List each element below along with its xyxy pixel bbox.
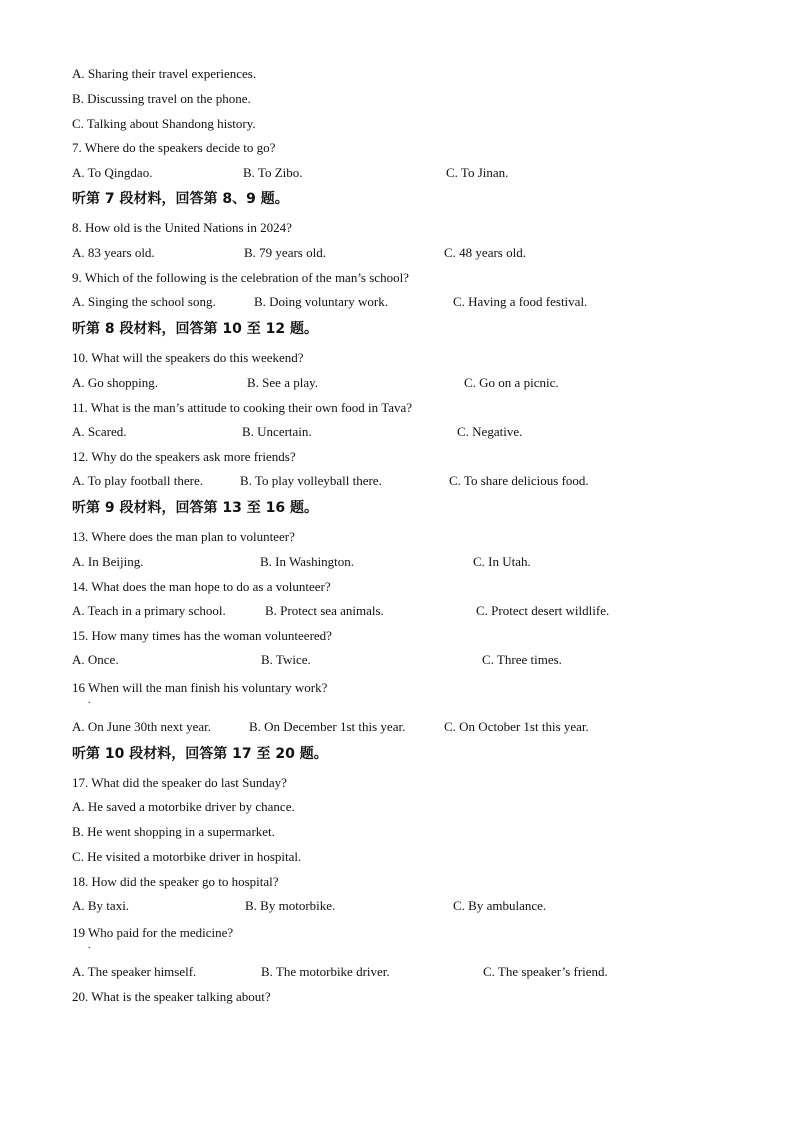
section-heading: 听第 10 段材料，回答第 17 至 20 题。 <box>72 746 328 762</box>
option-c: C. Having a food festival. <box>453 294 588 309</box>
option-a: A. Teach in a primary school. <box>72 603 226 618</box>
option-a: A. In Beijing. <box>72 554 144 569</box>
option-b: B. Twice. <box>261 652 311 667</box>
option-c: C. In Utah. <box>473 554 531 569</box>
option-c: C. Protect desert wildlife. <box>476 603 610 618</box>
option-a: A. By taxi. <box>72 898 130 913</box>
section-heading: 听第 9 段材料，回答第 13 至 16 题。 <box>72 500 318 516</box>
option-text: A. Sharing their travel experiences. <box>72 66 257 81</box>
question-20: 20. What is the speaker talking about? <box>72 989 271 1004</box>
question-11: 11. What is the man’s attitude to cooking their own food in Tava? <box>72 400 413 415</box>
option-b: B. To Zibo. <box>243 165 303 180</box>
question-12: 12. Why do the speakers ask more friends? <box>72 449 296 464</box>
question-16: 16 When will the man finish his voluntary work? <box>72 680 328 695</box>
question-19: 19 Who paid for the medicine? <box>72 925 234 940</box>
question-9: 9. Which of the following is the celebration of the man’s school? <box>72 270 409 285</box>
option-b: B. He went shopping in a supermarket. <box>72 824 275 839</box>
question-8: 8. How old is the United Nations in 2024? <box>72 220 292 235</box>
option-b: B. See a play. <box>247 375 318 390</box>
section-heading: 听第 8 段材料，回答第 10 至 12 题。 <box>72 321 318 337</box>
option-b: B. To play volleyball there. <box>240 473 382 488</box>
section-heading: 听第 7 段材料，回答第 8、9 题。 <box>72 191 289 207</box>
option-a: A. Scared. <box>72 424 127 439</box>
option-b: B. By motorbike. <box>245 898 336 913</box>
option-a: A. 83 years old. <box>72 245 155 260</box>
option-c: C. To Jinan. <box>446 165 509 180</box>
option-b: B. The motorbike driver. <box>261 964 390 979</box>
option-a: A. To Qingdao. <box>72 165 153 180</box>
option-b: B. Protect sea animals. <box>265 603 384 618</box>
question-17: 17. What did the speaker do last Sunday? <box>72 775 287 790</box>
question-18: 18. How did the speaker go to hospital? <box>72 874 279 889</box>
option-c: C. By ambulance. <box>453 898 547 913</box>
question-14: 14. What does the man hope to do as a volunteer? <box>72 579 331 594</box>
option-b: B. On December 1st this year. <box>249 719 406 734</box>
option-text: C. Talking about Shandong history. <box>72 116 256 131</box>
option-c: C. On October 1st this year. <box>444 719 589 734</box>
option-a: A. To play football there. <box>72 473 203 488</box>
option-text: B. Discussing travel on the phone. <box>72 91 251 106</box>
option-a: A. The speaker himself. <box>72 964 197 979</box>
option-c: C. He visited a motorbike driver in hospital. <box>72 849 302 864</box>
option-a: A. Go shopping. <box>72 375 158 390</box>
question-13: 13. Where does the man plan to volunteer? <box>72 529 295 544</box>
option-a: A. Singing the school song. <box>72 294 216 309</box>
question-7: 7. Where do the speakers decide to go? <box>72 140 276 155</box>
option-c: C. To share delicious food. <box>449 473 589 488</box>
option-b: B. In Washington. <box>260 554 355 569</box>
option-c: C. Negative. <box>457 424 523 439</box>
question-15: 15. How many times has the woman volunteered? <box>72 628 332 643</box>
option-c: C. 48 years old. <box>444 245 526 260</box>
option-b: B. 79 years old. <box>244 245 326 260</box>
option-b: B. Doing voluntary work. <box>254 294 388 309</box>
stray-dot: . <box>88 695 91 706</box>
option-c: C. Go on a picnic. <box>464 375 559 390</box>
option-a: A. On June 30th next year. <box>72 719 212 734</box>
option-c: C. The speaker’s friend. <box>483 964 608 979</box>
option-b: B. Uncertain. <box>242 424 312 439</box>
question-10: 10. What will the speakers do this weekend? <box>72 350 304 365</box>
option-a: A. Once. <box>72 652 119 667</box>
option-a: A. He saved a motorbike driver by chance. <box>72 799 295 814</box>
stray-dot: . <box>88 940 91 951</box>
option-c: C. Three times. <box>482 652 562 667</box>
